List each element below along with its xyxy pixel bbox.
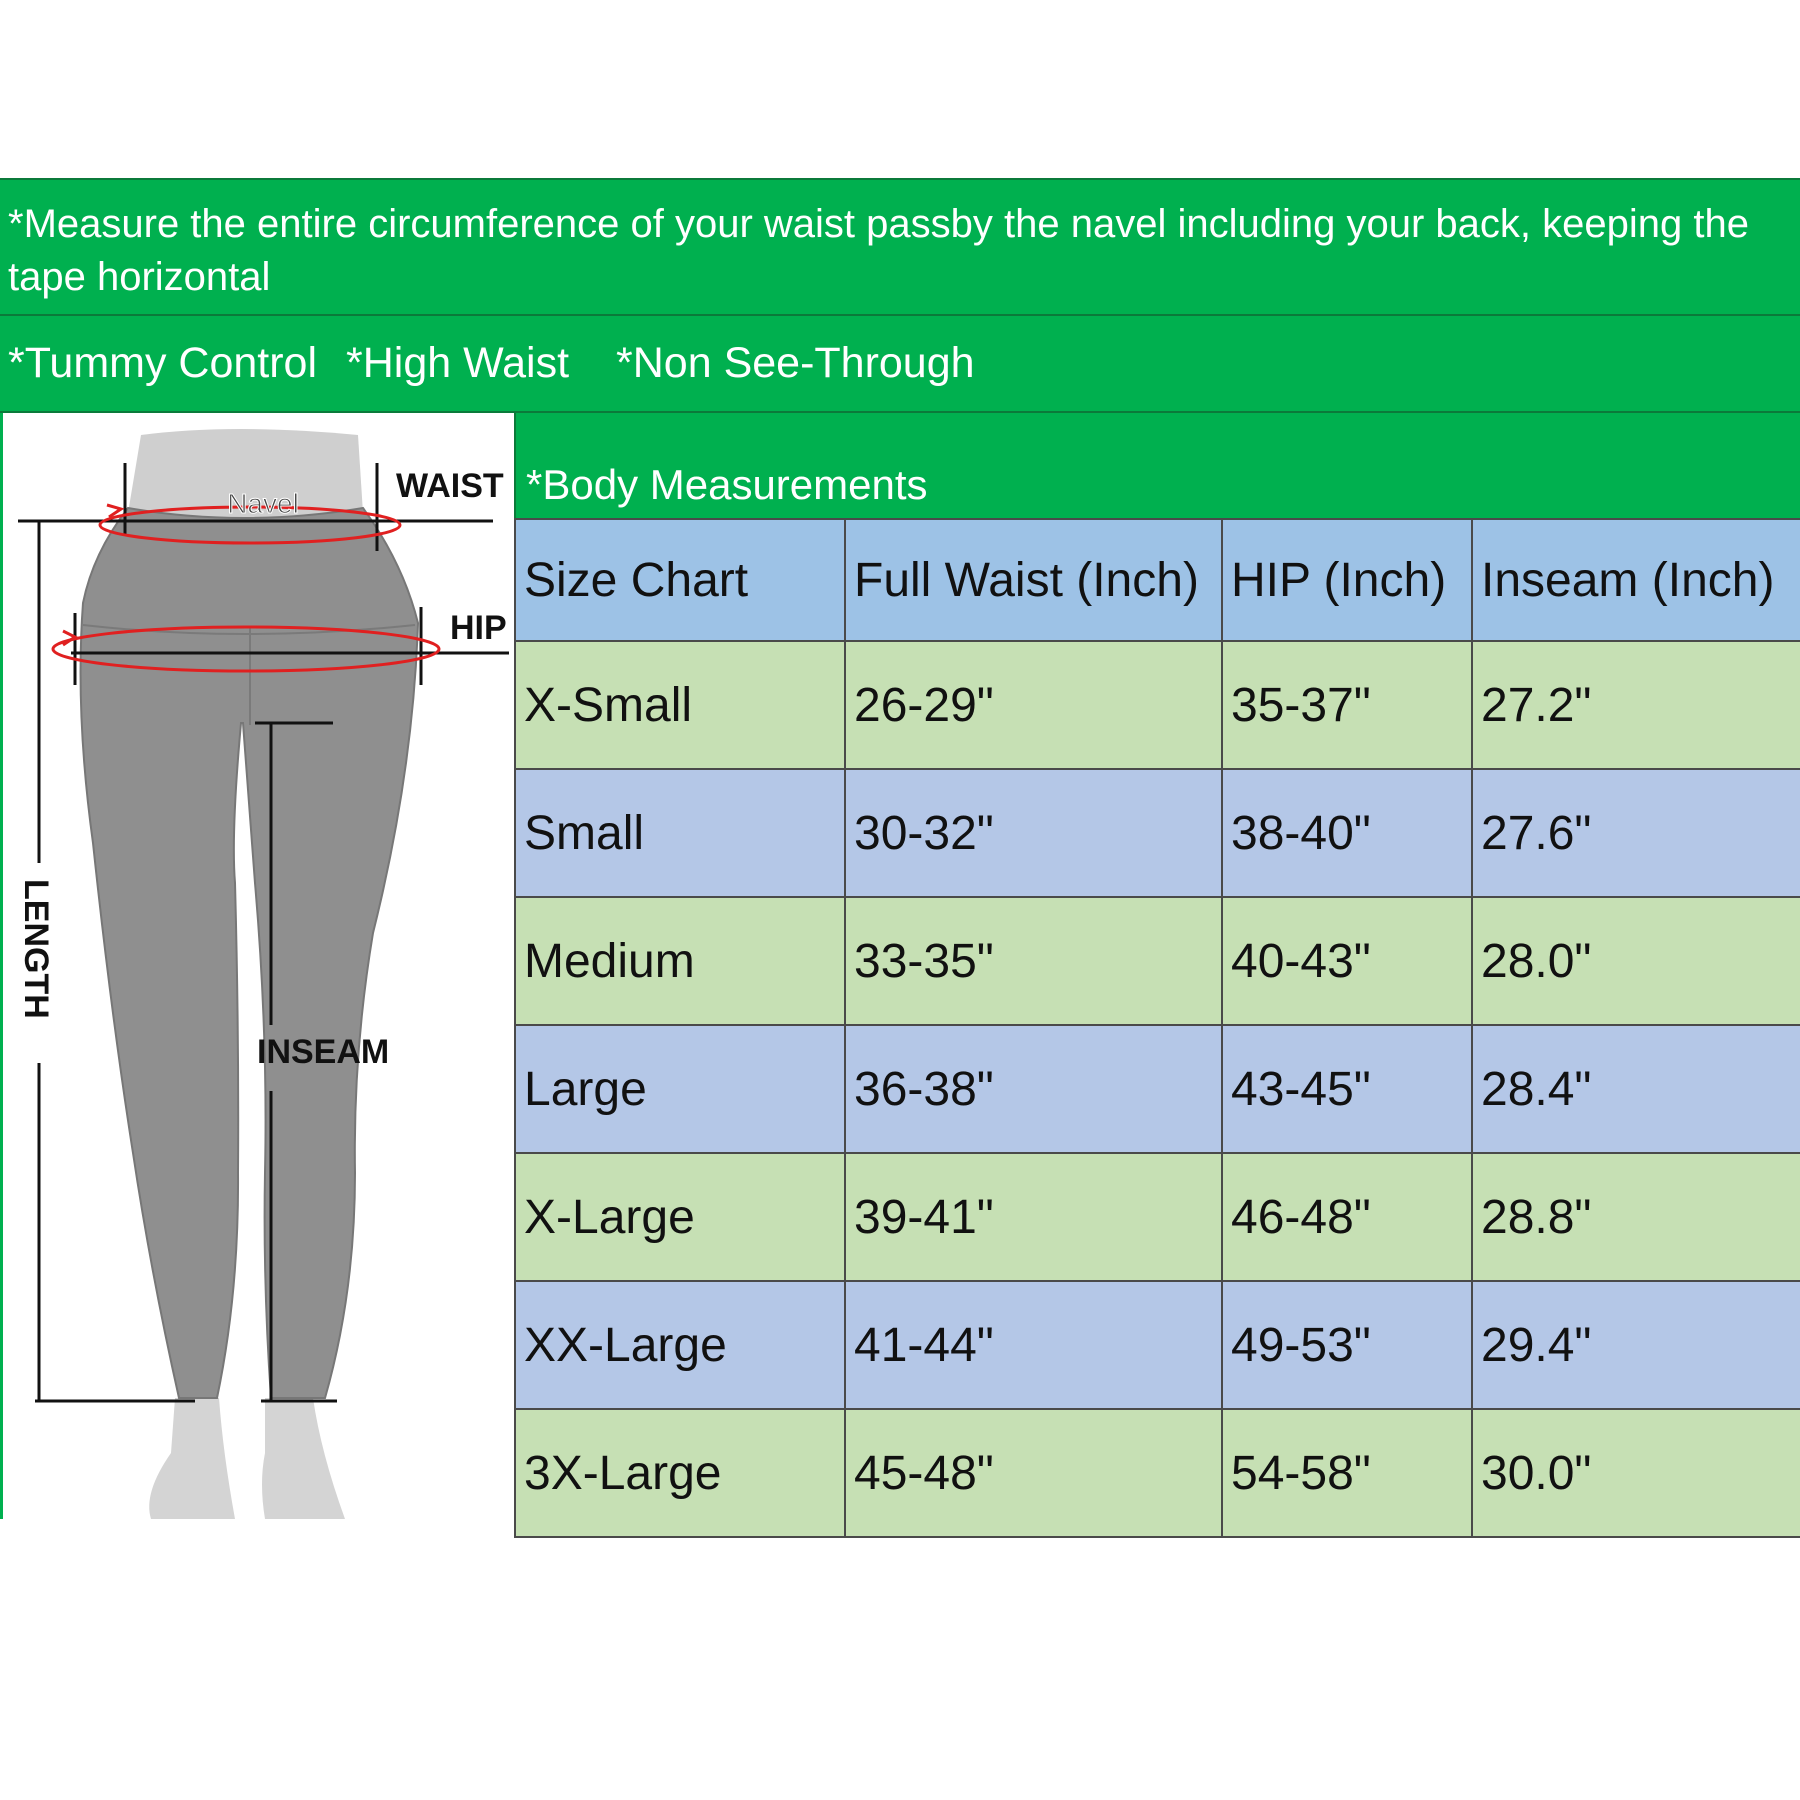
waist-cell: 41-44" xyxy=(845,1281,1222,1409)
size-chart-panel xyxy=(514,413,1800,1519)
legging-measurement-figure xyxy=(0,413,514,1519)
feature-tummy-control: *Tummy Control xyxy=(8,339,318,387)
hip-cell: 35-37" xyxy=(1222,641,1472,769)
table-row xyxy=(515,641,1800,769)
hip-cell: 38-40" xyxy=(1222,769,1472,897)
hip-tape-arrow xyxy=(63,631,75,645)
hip-cell: 54-58" xyxy=(1222,1409,1472,1537)
waist-cell: 45-48" xyxy=(845,1409,1222,1537)
measurement-note-banner xyxy=(0,178,1800,316)
size-cell: Medium xyxy=(515,897,845,1025)
waist-cell: 26-29" xyxy=(845,641,1222,769)
size-cell: X-Small xyxy=(515,641,845,769)
inseam-cell: 27.6" xyxy=(1472,769,1800,897)
waist-cell: 39-41" xyxy=(845,1153,1222,1281)
left-foot-shape xyxy=(149,1398,235,1519)
size-cell: 3X-Large xyxy=(515,1409,845,1537)
header-inseam: Inseam (Inch) xyxy=(1472,519,1800,641)
navel-label: Navel xyxy=(227,488,299,519)
features-banner xyxy=(0,316,1800,413)
hip-cell: 43-45" xyxy=(1222,1025,1472,1153)
header-size-chart: Size Chart xyxy=(515,519,845,641)
hip-cell: 49-53" xyxy=(1222,1281,1472,1409)
inseam-cell: 28.8" xyxy=(1472,1153,1800,1281)
feature-high-waist: *High Waist xyxy=(346,339,570,387)
waist-label: WAIST xyxy=(396,467,504,505)
table-row xyxy=(515,769,1800,897)
table-row xyxy=(515,1281,1800,1409)
size-cell: Large xyxy=(515,1025,845,1153)
size-cell: Small xyxy=(515,769,845,897)
hip-cell: 46-48" xyxy=(1222,1153,1472,1281)
header-full-waist: Full Waist (Inch) xyxy=(845,519,1222,641)
inseam-cell: 30.0" xyxy=(1472,1409,1800,1537)
inseam-cell: 28.0" xyxy=(1472,897,1800,1025)
measurement-note: *Measure the entire circumference of your waist passby the navel including your back, keeping the tape horizontal xyxy=(8,202,1749,299)
body-measurements-bar xyxy=(514,413,1800,518)
feature-non-see-through: *Non See-Through xyxy=(616,339,975,387)
table-header-row xyxy=(515,519,1800,641)
size-cell: X-Large xyxy=(515,1153,845,1281)
waist-cell: 36-38" xyxy=(845,1025,1222,1153)
waist-cell: 33-35" xyxy=(845,897,1222,1025)
legging-illustration xyxy=(3,413,517,1519)
inseam-cell: 27.2" xyxy=(1472,641,1800,769)
length-label: LENGTH xyxy=(17,879,55,1019)
body-measurements-label: *Body Measurements xyxy=(526,461,928,508)
size-chart-table xyxy=(514,518,1800,1538)
inseam-cell: 28.4" xyxy=(1472,1025,1800,1153)
table-row xyxy=(515,897,1800,1025)
table-row xyxy=(515,1153,1800,1281)
header-hip: HIP (Inch) xyxy=(1222,519,1472,641)
right-foot-shape xyxy=(262,1398,345,1519)
hip-cell: 40-43" xyxy=(1222,897,1472,1025)
waist-cell: 30-32" xyxy=(845,769,1222,897)
table-row xyxy=(515,1025,1800,1153)
hip-label: HIP xyxy=(450,609,507,647)
table-row xyxy=(515,1409,1800,1537)
size-cell: XX-Large xyxy=(515,1281,845,1409)
inseam-cell: 29.4" xyxy=(1472,1281,1800,1409)
inseam-label: INSEAM xyxy=(257,1033,390,1071)
